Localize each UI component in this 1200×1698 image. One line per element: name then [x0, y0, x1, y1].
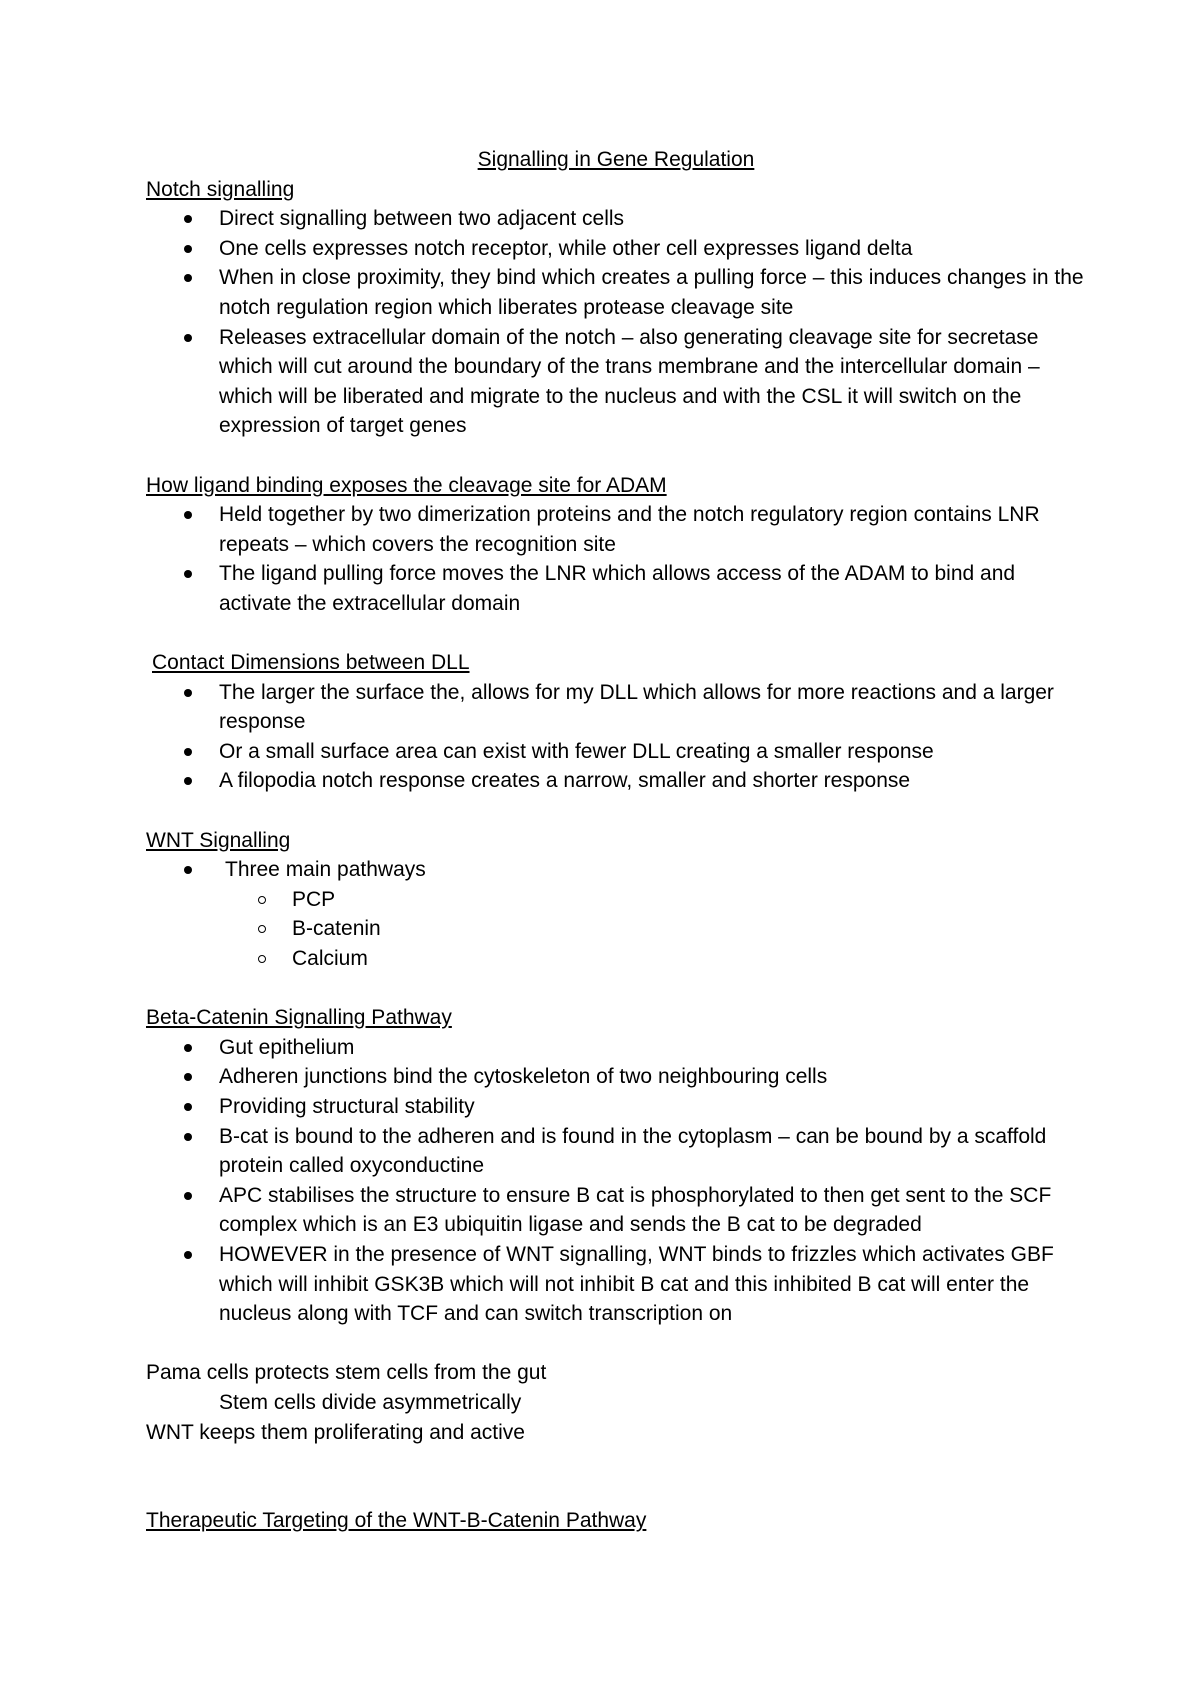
list-item: APC stabilises the structure to ensure B cat is phosphorylated to then get sent to the SCF complex which is an E3 ubiquitin ligase and sends the B cat to be degraded	[146, 1181, 1086, 1240]
ligand-bullet-list	[146, 500, 1086, 618]
spacer	[146, 974, 1086, 1004]
list-item: Direct signalling between two adjacent cells	[146, 204, 1086, 234]
list-item: The larger the surface the, allows for my DLL which allows for more reactions and a larger response	[146, 678, 1086, 737]
sub-list-item: Calcium	[146, 944, 1086, 974]
note-line-indented: Stem cells divide asymmetrically	[219, 1390, 522, 1414]
sub-list-item: PCP	[146, 885, 1086, 915]
list-item: Providing structural stability	[146, 1092, 1086, 1122]
spacer	[146, 1329, 1086, 1359]
list-item: Held together by two dimerization proteins and the notch regulatory region contains LNR repeats – which covers the recognition site	[146, 500, 1086, 559]
list-item: B-cat is bound to the adheren and is found in the cytoplasm – can be bound by a scaffold protein called oxyconductine	[146, 1122, 1086, 1181]
list-item: Releases extracellular domain of the notch – also generating cleavage site for secretase which will cut around the boundary of the trans membrane and the intercellular domain – which will be liberated and migrate to the nucleus and with the CSL it will switch on the expression of target genes	[146, 323, 1086, 441]
section-heading-wnt: WNT Signalling	[146, 828, 291, 852]
beta-catenin-bullet-list	[146, 1033, 1086, 1329]
section-heading-therapeutic: Therapeutic Targeting of the WNT-B-Catenin Pathway	[146, 1509, 647, 1533]
list-item: A filopodia notch response creates a narrow, smaller and shorter response	[146, 766, 1086, 796]
spacer	[146, 796, 1086, 826]
section-heading-notch: Notch signalling	[146, 177, 295, 201]
document-body	[146, 145, 1086, 1536]
list-item: Three main pathways	[146, 855, 1086, 885]
list-item: Adheren junctions bind the cytoskeleton of two neighbouring cells	[146, 1062, 1086, 1092]
list-item: HOWEVER in the presence of WNT signalling, WNT binds to frizzles which activates GBF which will inhibit GSK3B which will not inhibit B cat and this inhibited B cat will enter the nucleus along with TCF and can switch transcription on	[146, 1240, 1086, 1329]
note-line: Pama cells protects stem cells from the gut	[146, 1361, 547, 1385]
wnt-bullet-list	[146, 855, 1086, 885]
section-heading-beta-catenin: Beta-Catenin Signalling Pathway	[146, 1006, 452, 1030]
section-heading-ligand: How ligand binding exposes the cleavage site for ADAM	[146, 473, 667, 497]
list-item: When in close proximity, they bind which creates a pulling force – this induces changes in the notch regulation region which liberates protease cleavage site	[146, 263, 1086, 322]
page-title: Signalling in Gene Regulation	[477, 148, 755, 171]
spacer	[146, 619, 1086, 649]
spacer	[146, 1447, 1086, 1506]
spacer	[146, 441, 1086, 471]
contact-bullet-list	[146, 678, 1086, 796]
list-item: The ligand pulling force moves the LNR which allows access of the ADAM to bind and activate the extracellular domain	[146, 559, 1086, 618]
wnt-pathway-sublist	[146, 885, 1086, 974]
list-item: Or a small surface area can exist with fewer DLL creating a smaller response	[146, 737, 1086, 767]
sub-list-item: B-catenin	[146, 914, 1086, 944]
note-line: WNT keeps them proliferating and active	[146, 1420, 525, 1444]
section-heading-contact: Contact Dimensions between DLL	[152, 651, 470, 675]
notch-bullet-list	[146, 204, 1086, 441]
list-item: One cells expresses notch receptor, while other cell expresses ligand delta	[146, 234, 1086, 264]
list-item: Gut epithelium	[146, 1033, 1086, 1063]
